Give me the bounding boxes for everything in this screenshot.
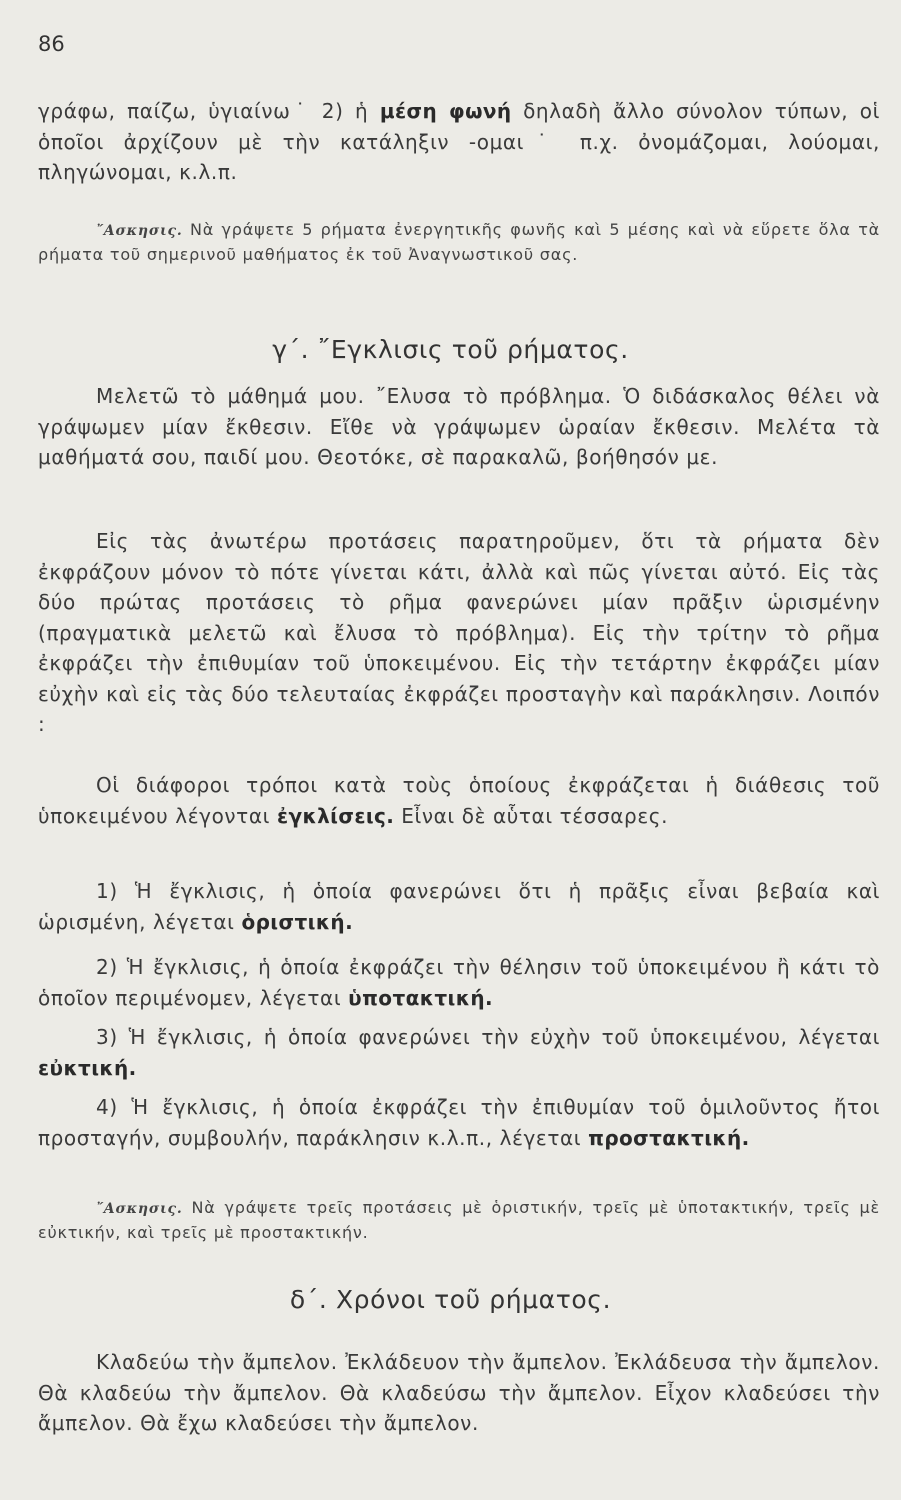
mood-subjunctive xyxy=(38,952,880,1013)
heading-tenses: δ΄. Χρόνοι τοῦ ρήματος. xyxy=(289,1285,612,1314)
exercise-1-text: Νὰ γράψετε 5 ρήματα ἐνεργητικῆς φωνῆς καὶ 5 μέσης καὶ νὰ εὕρετε ὅλα τὰ ρήματα τοῦ σημερινοῦ μαθήματος ἐκ τοῦ Ἀναγνωστικοῦ σας. xyxy=(38,220,880,264)
moods-text-2: Εἶναι δὲ αὗται τέσσαρες. xyxy=(394,803,669,828)
mood-subjunctive-text: 2) Ἡ ἔγκλισις, ἡ ὁποία ἐκφράζει τὴν θέλησιν τοῦ ὑποκειμένου ἢ κάτι τὸ ὁποῖον περιμένομεν, λέγεται xyxy=(38,955,880,1010)
heading-mood: γ΄. ῎Εγκλισις τοῦ ρήματος. xyxy=(272,335,629,364)
term-imperative: προστακτική. xyxy=(588,1125,750,1150)
intro-paragraph xyxy=(38,96,880,188)
exercise-2-text: Νὰ γράψετε τρεῖς προτάσεις μὲ ὁριστικήν, τρεῖς μὲ ὑποτακτικήν, τρεῖς μὲ εὐκτικήν, καὶ τρεῖς μὲ προστακτικήν. xyxy=(38,1198,880,1242)
page-number: 86 xyxy=(38,32,65,56)
mood-imperative-text: 4) Ἡ ἔγκλισις, ἡ ὁποία ἐκφράζει τὴν ἐπιθυμίαν τοῦ ὁμιλοῦντος ἤτοι προσταγήν, συμβουλήν, παράκλησιν κ.λ.π., λέγεται xyxy=(38,1095,880,1150)
moods-text-1: Οἱ διάφοροι τρόποι κατὰ τοὺς ὁποίους ἐκφράζεται ἡ διάθεσις τοῦ ὑποκειμένου λέγονται xyxy=(38,773,880,828)
observation-paragraph: Εἰς τὰς ἀνωτέρω προτάσεις παρατηροῦμεν, ὅτι τὰ ρήματα δὲν ἐκφράζουν μόνον τὸ πότε γίνεται κάτι, ἀλλὰ καὶ πῶς γίνεται αὐτό. Εἰς τὰς δύο πρώτας προτάσεις τὸ ρῆμα φανερώνει μίαν πρᾶξιν ὡρισμένην (πραγματικὰ μελετῶ καὶ ἔλυσα τὸ πρόβλημα). Εἰς τὴν τρίτην τὸ ρῆμα ἐκφράζει τὴν ἐπιθυμίαν τοῦ ὑποκειμένου. Εἰς τὴν τετάρτην ἐκφράζει μίαν εὐχὴν καὶ εἰς τὰς δύο τελευταίας ἐκφράζει προσταγὴν καὶ παράκλησιν. Λοιπόν : xyxy=(38,529,880,736)
exercise-1 xyxy=(38,218,880,267)
term-middle-voice: μέση φωνή xyxy=(379,99,512,123)
term-indicative: ὁριστική. xyxy=(241,909,354,934)
moods-paragraph xyxy=(38,770,880,831)
mood-optative-text: 3) Ἡ ἔγκλισις, ἡ ὁποία φανερώνει τὴν εὐχὴν τοῦ ὑποκειμένου, λέγεται xyxy=(96,1025,880,1049)
term-subjunctive: ὑποτακτική. xyxy=(348,985,493,1010)
intro-text-1: γράφω, παίζω, ὑγιαίνω˙ 2) ἡ xyxy=(38,99,380,123)
exercise-2-label: ῎Ασκησις. xyxy=(96,1201,183,1217)
mood-indicative xyxy=(38,876,880,937)
exercise-1-label: ῎Ασκησις. xyxy=(96,223,183,239)
examples-paragraph: Μελετῶ τὸ μάθημά μου. ῎Ελυσα τὸ πρόβλημα. Ὁ διδάσκαλος θέλει νὰ γράψωμεν μίαν ἔκθεσιν. Εἴθε νὰ γράψωμεν ὡραίαν ἔκθεσιν. Μελέτα τὰ μαθήματά σου, παιδί μου. Θεοτόκε, σὲ παρακαλῶ, βοήθησόν με. xyxy=(38,384,880,469)
mood-optative xyxy=(38,1022,880,1083)
term-optative: εὐκτική. xyxy=(38,1055,137,1080)
mood-indicative-text: 1) Ἡ ἔγκλισις, ἡ ὁποία φανερώνει ὅτι ἡ πρᾶξις εἶναι βεβαία καὶ ὡρισμένη, λέγεται xyxy=(38,879,880,934)
tenses-paragraph: Κλαδεύω τὴν ἄμπελον. Ἐκλάδευον τὴν ἄμπελον. Ἐκλάδευσα τὴν ἄμπελον. Θὰ κλαδεύω τὴν ἄμπελον. Θὰ κλαδεύσω τὴν ἄμπελον. Εἶχον κλαδεύσει τὴν ἄμπελον. Θὰ ἔχω κλαδεύσει τὴν ἄμπελον. xyxy=(38,1350,880,1435)
mood-imperative xyxy=(38,1092,880,1153)
intro-text-2: δηλαδὴ ἄλλο σύνολον τύπων, οἱ ὁποῖοι ἀρχίζουν μὲ τὴν κατάληξιν -ομαι˙ π.χ. ὀνομάζομαι, λούομαι, πληγώνομαι, κ.λ.π. xyxy=(38,99,880,184)
term-moods: ἐγκλίσεις. xyxy=(276,803,395,828)
exercise-2 xyxy=(38,1196,880,1245)
